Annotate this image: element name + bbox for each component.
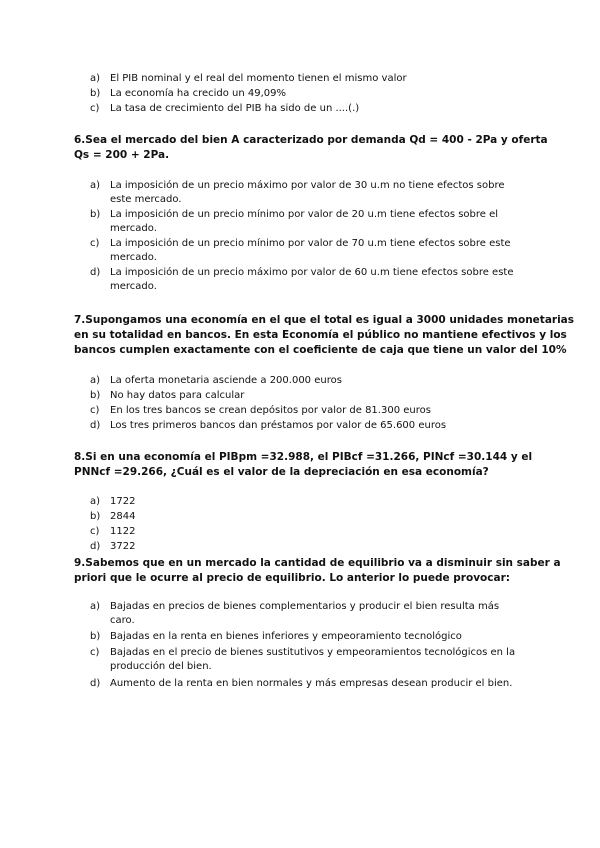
- option-letter: c): [90, 405, 100, 416]
- option-text: El PIB nominal y el real del momento tienen el mismo valor: [110, 73, 407, 84]
- question-8: [74, 450, 533, 480]
- option-text: 3722: [110, 541, 136, 552]
- question-line: 9.Sabemos que en un mercado la cantidad de equilibrio va a disminuir sin saber a: [74, 557, 561, 569]
- option-letter: a): [90, 601, 101, 612]
- option-letter: c): [90, 526, 100, 537]
- option-text-cont: caro.: [110, 615, 135, 626]
- question-line: 6.Sea el mercado del bien A caracterizado por demanda Qd = 400 - 2Pa y oferta: [74, 134, 548, 146]
- option-text: No hay datos para calcular: [110, 390, 245, 401]
- option-text: La imposición de un precio mínimo por valor de 70 u.m tiene efectos sobre este: [110, 238, 511, 249]
- option-text: 1122: [110, 526, 136, 537]
- option-text: La oferta monetaria asciende a 200.000 euros: [110, 375, 342, 386]
- option-letter: b): [90, 209, 101, 220]
- option-letter: a): [90, 496, 101, 507]
- option-text: En los tres bancos se crean depósitos por valor de 81.300 euros: [110, 405, 431, 416]
- option-text-cont: mercado.: [110, 281, 157, 292]
- option-text: 1722: [110, 496, 136, 507]
- option-text-cont: producción del bien.: [110, 661, 212, 672]
- option-text: La imposición de un precio mínimo por valor de 20 u.m tiene efectos sobre el: [110, 209, 499, 220]
- question-6: [74, 133, 548, 163]
- option-letter: d): [90, 541, 101, 552]
- option-letter: b): [90, 511, 101, 522]
- question-line: priori que le ocurre al precio de equilibrio. Lo anterior lo puede provocar:: [74, 572, 510, 584]
- option-text: Bajadas en la renta en bienes inferiores y empeoramiento tecnológico: [110, 631, 462, 642]
- option-text: La economía ha crecido un 49,09%: [110, 88, 287, 99]
- option-letter: a): [90, 180, 101, 191]
- question-7: [74, 313, 575, 358]
- option-text-cont: mercado.: [110, 223, 157, 234]
- question-line: en su totalidad en bancos. En esta Economía el público no mantiene efectivos y los: [74, 329, 567, 341]
- option-letter: c): [90, 238, 100, 249]
- option-text: 2844: [110, 511, 136, 522]
- question-line: 7.Supongamos una economía en el que el total es igual a 3000 unidades monetarias: [74, 314, 575, 326]
- option-letter: d): [90, 267, 101, 278]
- option-text: La imposición de un precio máximo por valor de 60 u.m tiene efectos sobre este: [110, 267, 514, 278]
- option-text: Los tres primeros bancos dan préstamos por valor de 65.600 euros: [110, 420, 447, 431]
- option-text-cont: este mercado.: [110, 194, 182, 205]
- option-text: Bajadas en precios de bienes complementarios y producir el bien resulta más: [110, 601, 500, 612]
- question-9: [74, 556, 561, 586]
- option-letter: a): [90, 375, 101, 386]
- option-text: Aumento de la renta en bien normales y más empresas desean producir el bien.: [110, 678, 513, 689]
- question-line: Qs = 200 + 2Pa.: [74, 149, 170, 161]
- option-text: La imposición de un precio máximo por valor de 30 u.m no tiene efectos sobre: [110, 180, 505, 191]
- option-letter: d): [90, 678, 101, 689]
- option-letter: c): [90, 103, 100, 114]
- question-line: PNNcf =29.266, ¿Cuál es el valor de la depreciación en esa economía?: [74, 466, 489, 478]
- option-letter: c): [90, 647, 100, 658]
- option-text: Bajadas en el precio de bienes sustitutivos y empeoramientos tecnológicos en la: [110, 647, 516, 658]
- option-letter: a): [90, 73, 101, 84]
- question-line: 8.Si en una economía el PIBpm =32.988, el PIBcf =31.266, PINcf =30.144 y el: [74, 451, 533, 463]
- option-letter: b): [90, 88, 101, 99]
- option-text-cont: mercado.: [110, 252, 157, 263]
- option-letter: d): [90, 420, 101, 431]
- option-letter: b): [90, 390, 101, 401]
- option-letter: b): [90, 631, 101, 642]
- option-text: La tasa de crecimiento del PIB ha sido de un ....(.): [110, 103, 360, 114]
- question-line: bancos cumplen exactamente con el coeficiente de caja que tiene un valor del 10%: [74, 344, 567, 356]
